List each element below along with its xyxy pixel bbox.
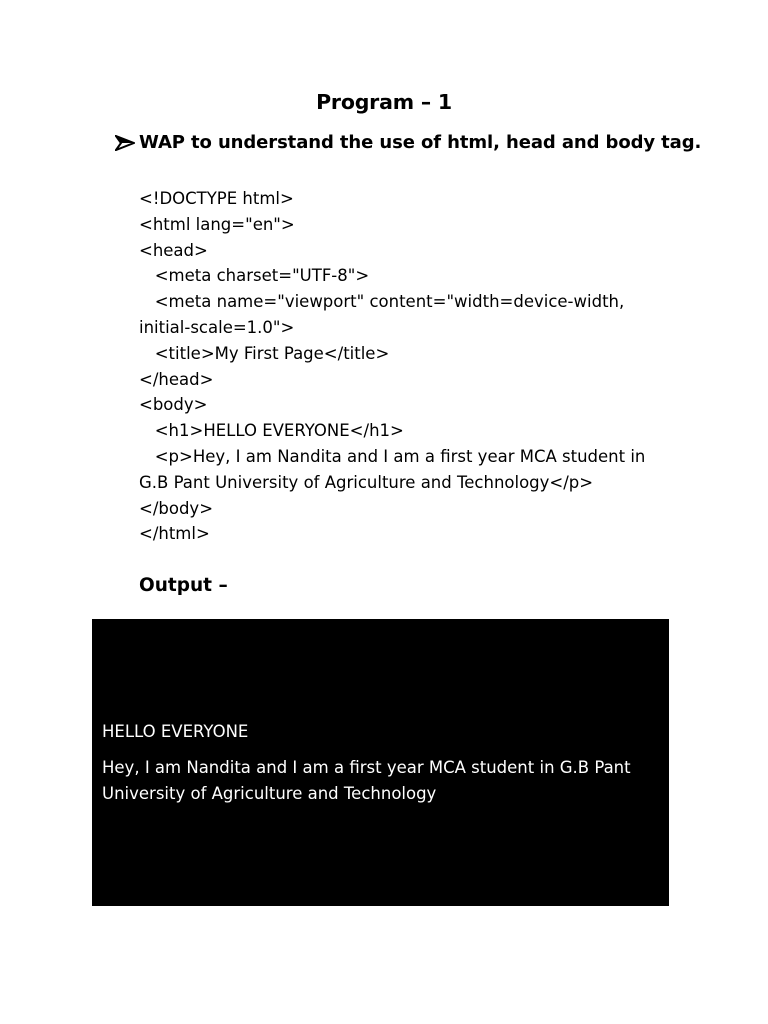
code-line: </head>	[139, 369, 214, 389]
page-title: Program – 1	[316, 90, 452, 114]
code-line: <head>	[139, 240, 208, 260]
code-line: <html lang="en">	[139, 214, 295, 234]
question-text: WAP to understand the use of html, head and body tag.	[139, 132, 702, 153]
output-screenshot	[92, 619, 669, 906]
code-line: <h1>HELLO EVERYONE</h1>	[139, 421, 404, 441]
code-line: <!DOCTYPE html>	[139, 189, 294, 208]
code-line: initial-scale=1.0">	[139, 317, 295, 337]
code-line: <title>My First Page</title>	[139, 343, 390, 363]
code-listing	[139, 186, 679, 547]
code-line: <meta name="viewport" content="width=device-width,	[139, 292, 625, 312]
code-line: </body>	[139, 498, 214, 518]
output-paragraph: Hey, I am Nandita and I am a first year MCA student in G.B Pant University of Agriculture and Technology	[102, 758, 631, 803]
code-line: </html>	[139, 524, 210, 544]
code-line: <body>	[139, 395, 208, 415]
output-label: Output –	[139, 575, 228, 596]
arrowhead-bullet-icon	[115, 130, 139, 151]
code-line: <meta charset="UTF-8">	[139, 266, 370, 286]
question-heading	[115, 130, 735, 156]
code-line: G.B Pant University of Agriculture and Technology</p>	[139, 472, 594, 492]
output-heading: HELLO EVERYONE	[102, 722, 249, 741]
code-line: <p>Hey, I am Nandita and I am a first year MCA student in	[139, 446, 646, 466]
